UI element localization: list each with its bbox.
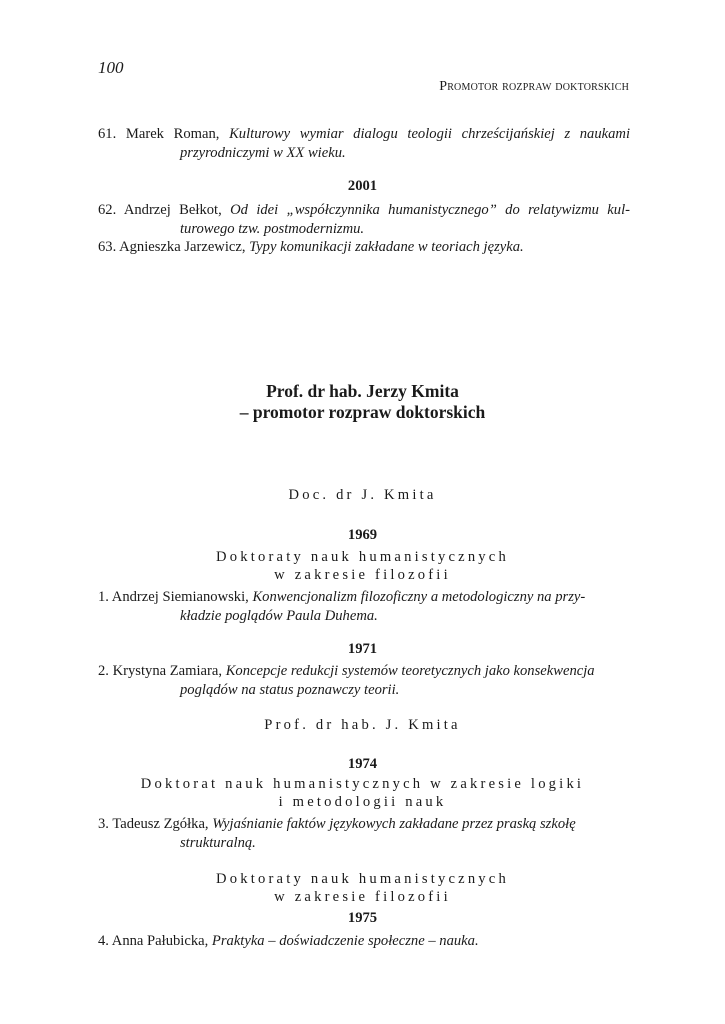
- entry-title: Od idei „współczynnika humanistycznego” do relatywizmu kul-: [230, 202, 630, 218]
- entry-author: Marek Roman,: [125, 126, 220, 142]
- entry-number: 3.: [98, 816, 109, 832]
- entry-title: Koncepcje redukcji systemów teoretycznych jako konsekwencja: [225, 663, 595, 679]
- entry-title: Kulturowy wymiar dialogu teologii chrześcijańskiej z naukami: [229, 126, 631, 142]
- entry-author: Andrzej Bełkot,: [123, 202, 222, 218]
- degree-heading-line: Doktoraty nauk humanistycznych: [216, 549, 509, 565]
- entry-title: Wyjaśnianie faktów językowych zakładane przez praską szkołę: [212, 816, 576, 832]
- list-item: [98, 238, 630, 257]
- degree-heading-line: w zakresie filozofii: [274, 889, 451, 905]
- degree-heading-line: Doktoraty nauk humanistycznych: [216, 871, 509, 887]
- entry-title-cont: turowego tzw. postmodernizmu.: [180, 221, 365, 237]
- section-title-line: Prof. dr hab. Jerzy Kmita: [266, 381, 459, 401]
- list-item: [98, 125, 630, 163]
- entry-title: Typy komunikacji zakładane w teoriach języka.: [249, 239, 524, 255]
- entry-number: 4.: [98, 933, 109, 949]
- entry-number: 1.: [98, 589, 109, 605]
- entry-number: 63.: [98, 239, 117, 255]
- entry-title-cont: przyrodniczymi w XX wieku.: [180, 145, 346, 161]
- entry-title: Praktyka – doświadczenie społeczne – nauka.: [211, 933, 479, 949]
- degree-heading: [0, 548, 725, 584]
- section-title: [0, 381, 725, 423]
- running-head: Promotor rozpraw doktorskich: [439, 79, 629, 94]
- entry-author: Anna Pałubicka,: [111, 933, 209, 949]
- page-number: 100: [98, 58, 124, 77]
- entry-title: Konwencjonalizm filozoficzny a metodologiczny na przy-: [252, 589, 586, 605]
- list-item: [98, 201, 630, 239]
- list-item: [98, 932, 630, 951]
- year-heading: 1969: [347, 527, 378, 543]
- year-heading: 2001: [347, 178, 378, 194]
- degree-heading-line: i metodologii nauk: [278, 794, 447, 810]
- degree-heading-line: w zakresie filozofii: [274, 567, 451, 583]
- list-item: [98, 662, 630, 700]
- entry-title-cont: poglądów na status poznawczy teorii.: [180, 682, 400, 698]
- entry-number: 61.: [98, 126, 117, 142]
- list-item: [98, 588, 630, 626]
- entry-number: 62.: [98, 202, 117, 218]
- entry-author: Tadeusz Zgółka,: [112, 816, 209, 832]
- entry-author: Agnieszka Jarzewicz,: [119, 239, 246, 255]
- degree-heading: [0, 870, 725, 906]
- entry-author: Krystyna Zamiara,: [112, 663, 223, 679]
- entry-title-cont: kładzie poglądów Paula Duhema.: [180, 608, 378, 624]
- entry-number: 2.: [98, 663, 109, 679]
- degree-heading: [0, 775, 725, 811]
- list-item: [98, 815, 630, 853]
- year-heading: 1974: [347, 756, 378, 772]
- year-heading: 1975: [347, 910, 378, 926]
- year-heading: 1971: [347, 641, 378, 657]
- degree-heading-line: Doktorat nauk humanistycznych w zakresie logiki: [140, 776, 585, 792]
- section-title-line: – promotor rozpraw doktorskich: [239, 402, 486, 422]
- rank-label: Prof. dr hab. J. Kmita: [264, 717, 461, 733]
- entry-author: Andrzej Siemianowski,: [111, 589, 249, 605]
- entry-title-cont: strukturalną.: [180, 835, 256, 851]
- rank-label: Doc. dr J. Kmita: [288, 487, 437, 503]
